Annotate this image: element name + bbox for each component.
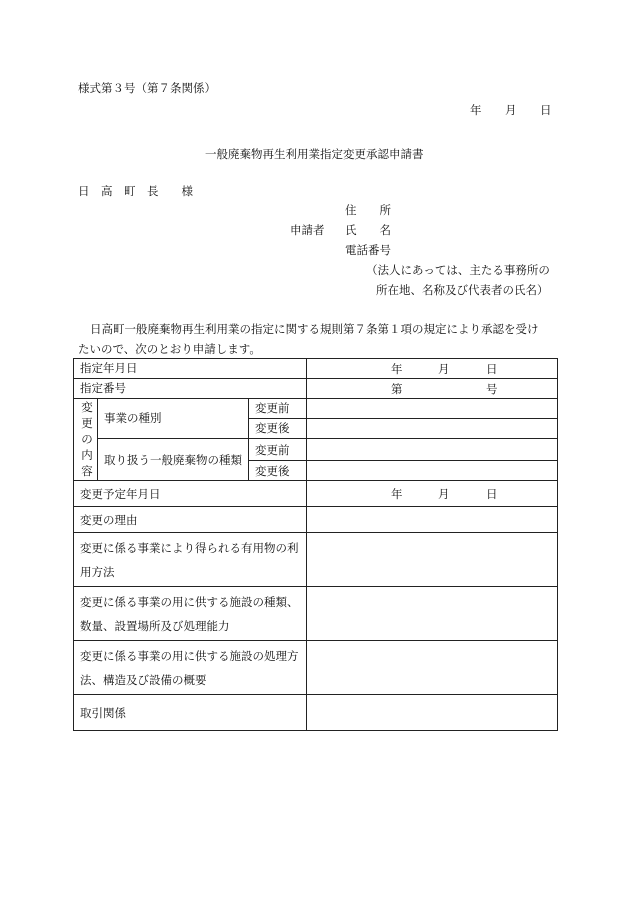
corporate-note-line1: （法人にあっては、主たる事務所の (366, 263, 550, 277)
corporate-note-line2: 所在地、名称及び代表者の氏名） (376, 283, 549, 297)
waste-after-field[interactable] (307, 461, 558, 481)
applicant-label: 申請者 (290, 223, 325, 237)
table-row (74, 533, 558, 587)
table-row (74, 481, 558, 507)
business-after-field[interactable] (307, 419, 558, 439)
business-before-label: 変更前 (249, 399, 307, 419)
header-date-year: 年 (470, 103, 482, 117)
table-row (74, 379, 558, 399)
name-label: 氏 名 (345, 223, 391, 237)
facility-type-label: 変更に係る事業の用に供する施設の種類、数量、設置場所及び処理能力 (74, 587, 307, 641)
business-before-field[interactable] (307, 399, 558, 419)
planned-date-label: 変更予定年月日 (74, 481, 307, 507)
table-row (74, 695, 558, 731)
designation-number-field[interactable] (307, 379, 558, 399)
planned-month: 月 (438, 486, 450, 501)
facility-type-field[interactable] (307, 587, 558, 641)
table-row (74, 507, 558, 533)
application-table (73, 358, 558, 731)
addressee: 日 高 町 長 様 (78, 184, 193, 198)
usage-method-label: 変更に係る事業により得られる有用物の利用方法 (74, 533, 307, 587)
transaction-label: 取引関係 (74, 695, 307, 731)
designation-year: 年 (391, 361, 403, 376)
table-row (74, 641, 558, 695)
designation-day: 日 (486, 361, 498, 376)
change-content-label (74, 399, 98, 481)
body-text-line1: 日高町一般廃棄物再生利用業の指定に関する規則第７条第１項の規定により承認を受け (90, 322, 539, 336)
facility-outline-label: 変更に係る事業の用に供する施設の処理方法、構造及び設備の概要 (74, 641, 307, 695)
table-row (74, 439, 558, 461)
planned-day: 日 (486, 486, 498, 501)
address-label: 住 所 (345, 203, 391, 217)
body-text-line2: たいので、次のとおり申請します。 (78, 342, 261, 356)
planned-date-field[interactable] (307, 481, 558, 507)
usage-method-field[interactable] (307, 533, 558, 587)
change-content-text: 変更の内容 (81, 400, 93, 478)
transaction-field[interactable] (307, 695, 558, 731)
business-type-label: 事業の種別 (98, 399, 249, 439)
designation-month: 月 (438, 361, 450, 376)
number-suffix: 号 (486, 381, 498, 396)
document-title: 一般廃棄物再生利用業指定変更承認申請書 (205, 147, 424, 161)
waste-after-label: 変更後 (249, 461, 307, 481)
table-row (74, 399, 558, 419)
designation-date-field[interactable] (307, 359, 558, 379)
planned-year: 年 (391, 486, 403, 501)
phone-label: 電話番号 (345, 243, 391, 257)
form-number: 様式第３号（第７条関係） (78, 81, 216, 95)
waste-before-label: 変更前 (249, 439, 307, 461)
table-row (74, 587, 558, 641)
table-row (74, 359, 558, 379)
facility-outline-field[interactable] (307, 641, 558, 695)
header-date-day: 日 (540, 103, 552, 117)
designation-date-label: 指定年月日 (74, 359, 307, 379)
header-date-month: 月 (505, 103, 517, 117)
waste-before-field[interactable] (307, 439, 558, 461)
designation-number-label: 指定番号 (74, 379, 307, 399)
business-after-label: 変更後 (249, 419, 307, 439)
reason-label: 変更の理由 (74, 507, 307, 533)
number-prefix: 第 (391, 381, 403, 396)
waste-type-label: 取り扱う一般廃棄物の種類 (98, 439, 249, 481)
reason-field[interactable] (307, 507, 558, 533)
